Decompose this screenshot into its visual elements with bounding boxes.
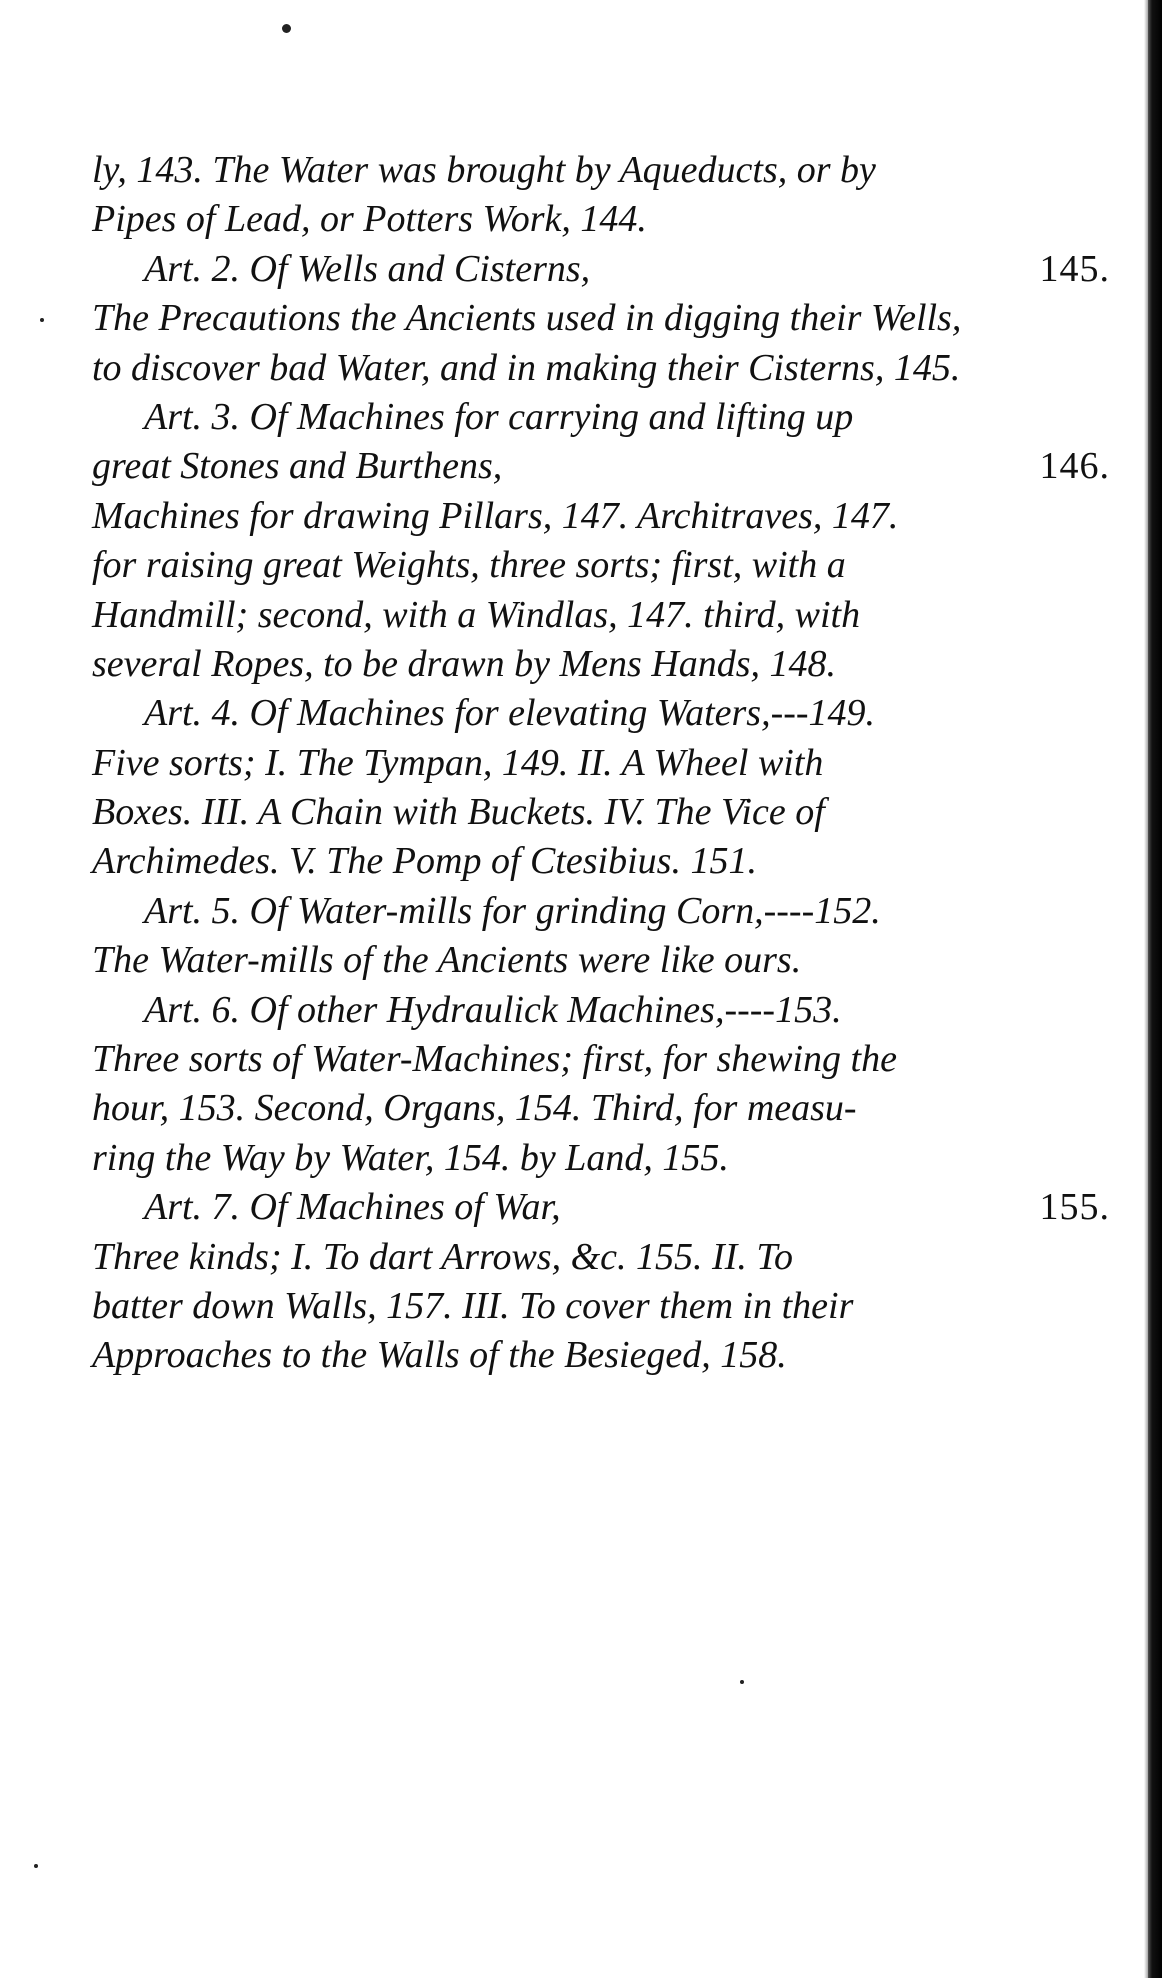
contents-line-text: The Water-mills of the Ancients were like ours.	[92, 939, 802, 982]
ink-speck	[740, 1680, 744, 1684]
contents-line	[92, 492, 1110, 541]
contents-line-text: Boxes. III. A Chain with Buckets. IV. The Vice of	[92, 791, 825, 834]
contents-line	[92, 294, 1110, 343]
contents-line	[92, 442, 1110, 491]
article-heading-line	[92, 689, 1110, 738]
contents-line-text: Art. 3. Of Machines for carrying and lifting up	[144, 395, 854, 438]
contents-line	[92, 1331, 1110, 1380]
contents-line-text: Pipes of Lead, or Potters Work, 144.	[92, 198, 647, 241]
contents-line-text: Machines for drawing Pillars, 147. Architraves, 147.	[92, 494, 899, 537]
contents-line-text: great Stones and Burthens,	[92, 445, 503, 488]
contents-line	[92, 146, 1110, 195]
contents-line-page: 145.	[1039, 247, 1110, 290]
contents-line	[92, 640, 1110, 689]
contents-line	[92, 788, 1110, 837]
contents-line-page: 146.	[1039, 445, 1110, 488]
contents-line	[92, 936, 1110, 985]
contents-line-text: for raising great Weights, three sorts; first, with a	[92, 544, 846, 587]
contents-line-text: Three sorts of Water-Machines; first, for shewing the	[92, 1038, 897, 1081]
page-edge-binding	[1148, 0, 1162, 1978]
article-heading-line	[92, 887, 1110, 936]
contents-line-text: Art. 7. Of Machines of War,	[144, 1186, 561, 1229]
contents-line-text: Art. 5. Of Water-mills for grinding Corn,----152.	[144, 889, 881, 932]
ink-speck	[34, 1864, 38, 1868]
contents-line-text: Three kinds; I. To dart Arrows, &c. 155. II. To	[92, 1235, 793, 1278]
article-heading-line	[92, 245, 1110, 294]
contents-line-text: several Ropes, to be drawn by Mens Hands, 148.	[92, 642, 837, 685]
contents-line-text: Art. 2. Of Wells and Cisterns,	[144, 247, 591, 290]
contents-line-text: ring the Way by Water, 154. by Land, 155.	[92, 1136, 729, 1179]
contents-line	[92, 1084, 1110, 1133]
contents-line-text: Handmill; second, with a Windlas, 147. third, with	[92, 593, 861, 636]
contents-line-text: Five sorts; I. The Tympan, 149. II. A Wheel with	[92, 741, 824, 784]
contents-line	[92, 1134, 1110, 1183]
contents-line-text: hour, 153. Second, Organs, 154. Third, for measu-	[92, 1087, 857, 1130]
contents-line-text: Art. 4. Of Machines for elevating Waters,---149.	[144, 692, 876, 735]
contents-line	[92, 195, 1110, 244]
contents-line-text: Art. 6. Of other Hydraulick Machines,----153.	[144, 988, 842, 1031]
contents-line	[92, 837, 1110, 886]
contents-line	[92, 591, 1110, 640]
table-of-contents-text	[92, 146, 1110, 1381]
contents-line	[92, 1035, 1110, 1084]
ink-speck	[40, 318, 44, 322]
contents-line-text: Archimedes. V. The Pomp of Ctesibius. 151.	[92, 840, 757, 883]
article-heading-line	[92, 986, 1110, 1035]
contents-line	[92, 541, 1110, 590]
contents-line-text: The Precautions the Ancients used in digging their Wells,	[92, 297, 962, 340]
contents-line-page: 155.	[1039, 1186, 1110, 1229]
contents-line-text: ly, 143. The Water was brought by Aqueducts, or by	[92, 149, 876, 191]
article-heading-line	[92, 1183, 1110, 1232]
contents-line	[92, 1282, 1110, 1331]
contents-line	[92, 1233, 1110, 1282]
article-heading-line	[92, 393, 1110, 442]
contents-line-text: to discover bad Water, and in making their Cisterns, 145.	[92, 346, 961, 389]
ink-speck	[282, 24, 291, 33]
contents-line-text: Approaches to the Walls of the Besieged, 158.	[92, 1334, 787, 1377]
contents-line	[92, 739, 1110, 788]
contents-line-text: batter down Walls, 157. III. To cover them in their	[92, 1284, 854, 1327]
contents-line	[92, 344, 1110, 393]
